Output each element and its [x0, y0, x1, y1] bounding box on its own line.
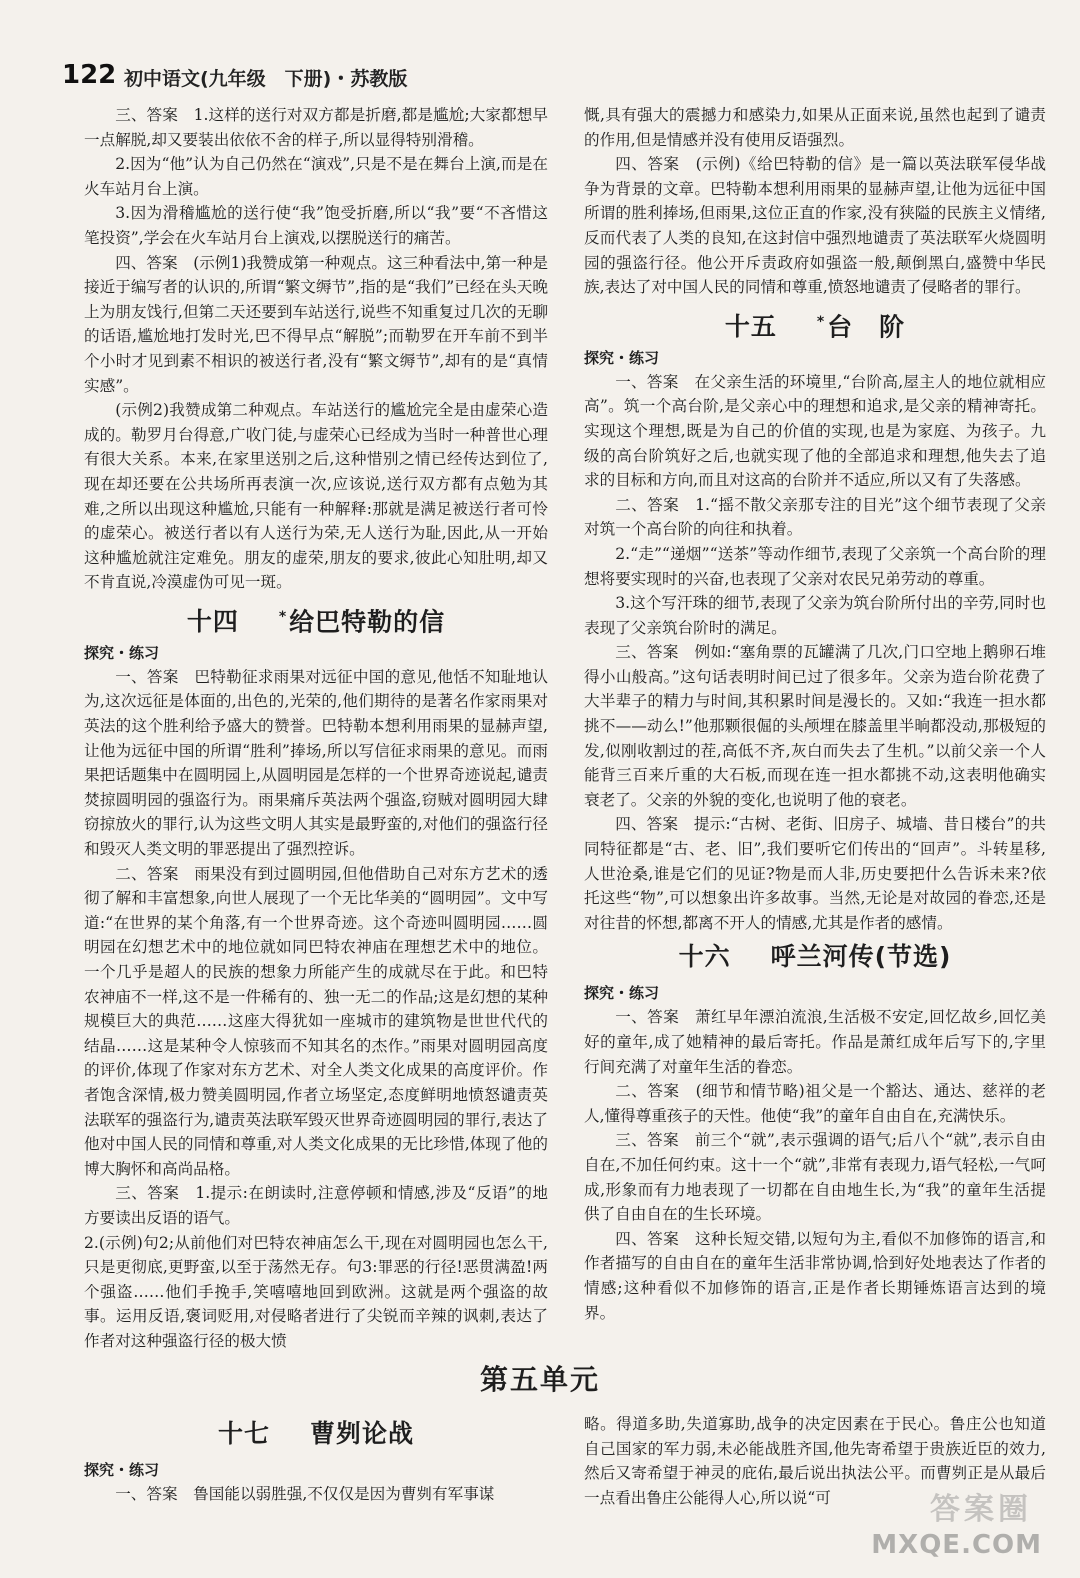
section-label: 探究・练习 [84, 1461, 160, 1479]
answer-paragraph: 二、答案 1.“摇不散父亲那专注的目光”这个细节表现了父亲对筑一个高台阶的向往和执着。 [584, 495, 1046, 539]
answer-paragraph: 慨,具有强大的震撼力和感染力,如果从正面来说,虽然也起到了谴责的作用,但是情感并没有使用反语强烈。 [584, 106, 1046, 149]
answer-paragraph: 2.“走”“递烟”“送茶”等动作细节,表现了父亲筑一个高台阶的理想将要实现时的兴奋,也表现了父亲对农民兄弟劳动的尊重。 [584, 544, 1046, 588]
answer-paragraph: 一、答案 萧红早年漂泊流浪,生活极不安定,回忆故乡,回忆美好的童年,成了她精神的最后寄托。作品是萧红成年后写下的,字里行间充满了对童年生活的眷恋。 [584, 1008, 1046, 1076]
lesson-heading-16 [584, 939, 1046, 975]
right-column [584, 103, 1046, 1325]
site-watermark [838, 1484, 1048, 1564]
answer-paragraph: (示例2)我赞成第二种观点。车站送行的尴尬完全是由虚荣心造成的。勒罗月台得意,广收门徒,与虚荣心已经成为当时一种普世心理有很大关系。本来,在家里送别之后,这种惜别之情已经传达到位了,现在却还要在公共场所再表演一次,应该说,送行双方都有点勉为其难,之所以出现这种尴尬,只能有一种解释:那就是满足被送行者可怜的虚荣心。被送行者以有人送行为荣,无人送行为耻,因此,从一开始这种尴尬就注定难免。朋友的虚荣,朋友的要求,彼此心知肚明,却又不肯直说,冷漠虚伪可见一斑。 [84, 401, 548, 592]
lesson-heading-17 [84, 1416, 548, 1452]
answer-paragraph: 四、答案 这种长短交错,以短句为主,看似不加修饰的语言,和作者描写的自由自在的童年生活非常协调,恰到好处地表达了作者的情感;这种看似不加修饰的语言,正是作者长期锤炼语言达到的境界。 [584, 1229, 1046, 1322]
self-study-marker: * [816, 313, 826, 330]
answer-paragraph: 2.因为“他”认为自己仍然在“演戏”,只是不是在舞台上演,而是在火车站月台上演。 [84, 155, 548, 198]
answer-paragraph: 2.(示例)句2;从前他们对巴特农神庙怎么干,现在对圆明园也怎么干,只是更彻底,更野蛮,以至于荡然无存。句3:罪恶的行径!恶贯满盈!两个强盗……他们手挽手,笑嘻嘻地回到欧洲。这就是两个强盗的故事。运用反语,褒词贬用,对侵略者进行了尖锐而辛辣的讽刺,表达了作者对这种强盗行径的极大愤 [84, 1233, 548, 1350]
answer-paragraph: 三、答案 前三个“就”,表示强调的语气;后八个“就”,表示自由自在,不加任何约束。这十一个“就”,非常有表现力,语气轻松,一气呵成,形象而有力地表现了一切都在自由地生长,为“我”的童年生活提供了自由自在的生长环境。 [584, 1131, 1046, 1224]
watermark-logo-text: 答案圈 [930, 1492, 1032, 1527]
lesson-title: 呼兰河传(节选) [770, 942, 952, 972]
answer-paragraph: 二、答案 (细节和情节略)祖父是一个豁达、通达、慈祥的老人,懂得尊重孩子的天性。他使“我”的童年自由自在,充满快乐。 [584, 1082, 1046, 1125]
lesson-title: 台 阶 [827, 312, 906, 342]
answer-paragraph: 一、答案 鲁国能以弱胜强,不仅仅是因为曹刿有军事谋 [115, 1485, 495, 1503]
lesson-number: 十四 [186, 607, 239, 637]
answer-paragraph: 三、答案 1.这样的送行对双方都是折磨,都是尴尬;大家都想早一点解脱,却又要装出依依不舍的样子,所以显得特别滑稽。 [84, 106, 548, 149]
lesson-heading-14 [84, 599, 548, 635]
section-label: 探究・练习 [584, 984, 660, 1003]
answer-paragraph: 3.因为滑稽尴尬的送行使“我”饱受折磨,所以“我”要“不吝惜这笔投资”,学会在火车站月台上演戏,以摆脱送行的痛苦。 [84, 204, 548, 247]
lesson-title: 给巴特勒的信 [289, 607, 446, 637]
unit5-left-column [84, 1412, 548, 1507]
answer-paragraph: 三、答案 1.提示:在朗读时,注意停顿和情感,涉及“反语”的地方要读出反语的语气。 [84, 1184, 548, 1227]
page-header [62, 58, 1042, 98]
lesson-number: 十七 [217, 1419, 270, 1448]
book-title: 初中语文(九年级 下册)・苏教版 [124, 68, 408, 90]
answer-paragraph: 3.这个写汗珠的细节,表现了父亲为筑台阶所付出的辛劳,同时也表现了父亲筑台阶时的满足。 [584, 594, 1046, 637]
answer-paragraph: 一、答案 巴特勒征求雨果对远征中国的意见,他恬不知耻地认为,这次远征是体面的,出色的,光荣的,他们期待的是著名作家雨果对英法的这个胜利给予盛大的赞誉。巴特勒本想利用雨果的显赫声望,让他为远征中国的所谓“胜利”捧场,所以写信征求雨果的意见。而雨果把话题集中在圆明园上,从圆明园是怎样的一个世界奇迹说起,谴责焚掠圆明园的强盗行为。雨果痛斥英法两个强盗,窃贼对圆明园大肆窃掠放火的罪行,认为这些文明人其实是最野蛮的,对他们的强盗行径和毁灭人类文明的罪恶提出了强烈控诉。 [84, 667, 548, 859]
answer-paragraph: 四、答案 (示例1)我赞成第一种观点。这三种看法中,第一种是接近于编写者的认识的,所谓“繁文缛节”,指的是“我们”已经在头天晚上为朋友饯行,但第二天还要到车站送行,说些不知重复过几次的无聊的话语,尴尬地打发时光,巴不得早点“解脱”;而勒罗在开车前不到半个小时才见到素不相识的被送行者,没有“繁文缛节”,却有的是“真情实感”。 [84, 253, 548, 395]
lesson-number: 十五 [724, 312, 777, 342]
lesson-number: 十六 [678, 942, 731, 972]
section-label: 探究・练习 [584, 348, 660, 367]
unit-title: 第五单元 [479, 1363, 600, 1396]
answer-paragraph: 一、答案 在父亲生活的环境里,“台阶高,屋主人的地位就相应高”。筑一个高台阶,是父亲心中的理想和追求,是父亲的精神寄托。实现这个理想,既是为自己的价值的实现,也是为家庭、为孩子。九级的高台阶筑好之后,也就实现了他的全部追求和理想,他失去了追求的目标和方向,而且对这高的台阶并不适应,所以又有了失落感。 [584, 372, 1046, 490]
page-number: 122 [62, 60, 117, 90]
answer-paragraph: 四、答案 提示:“古树、老街、旧房子、城墙、昔日楼台”的共同特征都是“古、老、旧”,我们要听它们传出的“回声”。斗转星移,人世沧桑,谁是它们的见证?物是而人非,历史要把什么告诉未来?依托这些“物”,可以想象出许多故事。当然,无论是对故园的眷恋,还是对往昔的怀想,都离不开人的情感,尤其是作者的感情。 [584, 815, 1046, 932]
left-column [84, 103, 548, 1354]
section-label: 探究・练习 [84, 643, 160, 662]
lesson-heading-15 [584, 304, 1046, 340]
answer-paragraph: 四、答案 (示例)《给巴特勒的信》是一篇以英法联军侵华战争为背景的文章。巴特勒本想利用雨果的显赫声望,让他为远征中国所谓的胜利捧场,但雨果,这位正直的作家,没有狭隘的民族主义情绪,反而代表了人类的良知,在这封信中强烈地谴责了英法联军火烧圆明园的强盗行径。他公开斥责政府如强盗一般,颠倒黑白,盛赞中华民族,表达了对中国人民的同情和尊重,愤怒地谴责了侵略者的罪行。 [584, 155, 1046, 297]
answer-paragraph: 三、答案 例如:“塞角票的瓦罐满了几次,门口空地上鹅卵石堆得小山般高。”这句话表明时间已过了很多年。父亲为造台阶花费了大半辈子的精力与时间,其积累时间是漫长的。又如:“我连一担水都挑不——动么!”他那颗很倔的头颅埋在膝盖里半晌都没动,那极短的发,似刚收割过的茬,高低不齐,灰白而失去了生机。”以前父亲一个人能背三百来斤重的大石板,而现在连一担水都挑不动,这表明他确实衰老了。父亲的外貌的变化,也说明了他的衰老。 [584, 643, 1046, 809]
watermark-url: MXQE.COM [871, 1530, 1042, 1560]
self-study-marker: * [278, 608, 288, 625]
answer-paragraph: 略。得道多助,失道寡助,战争的决定因素在于民心。鲁庄公也知道自己国家的军力弱,未必能战胜齐国,他先寄希望于贵族近臣的效力,然后又寄希望于神灵的庇佑,最后说出执法公平。而曹刿正是从最后一点看出鲁庄公能得人心,所以说“可 [584, 1415, 1046, 1507]
answer-paragraph: 二、答案 雨果没有到过圆明园,但他借助自己对东方艺术的透彻了解和丰富想象,向世人展现了一个无比华美的“圆明园”。文中写道:“在世界的某个角落,有一个世界奇迹。这个奇迹叫圆明园……圆明园在幻想艺术中的地位就如同巴特农神庙在理想艺术中的地位。一个几乎是超人的民族的想象力所能产生的成就尽在于此。和巴特农神庙不一样,这不是一件稀有的、独一无二的作品;这是幻想的某种规模巨大的典范……这座大得犹如一座城市的建筑物是世世代代的结晶……这是某种令人惊骇而不知其名的杰作。”雨果对圆明园高度的评价,体现了作家对东方艺术、对全人类文化成果的高度评价。作者饱含深情,极力赞美圆明园,作者立场坚定,态度鲜明地愤怒谴责英法联军的强盗行为,谴责英法联军毁灭世界奇迹圆明园的罪行,表达了他对中国人民的同情和尊重,对人类文化成果的无比珍惜,体现了他的博大胸怀和高尚品格。 [84, 864, 548, 1178]
lesson-title: 曹刿论战 [310, 1419, 415, 1448]
